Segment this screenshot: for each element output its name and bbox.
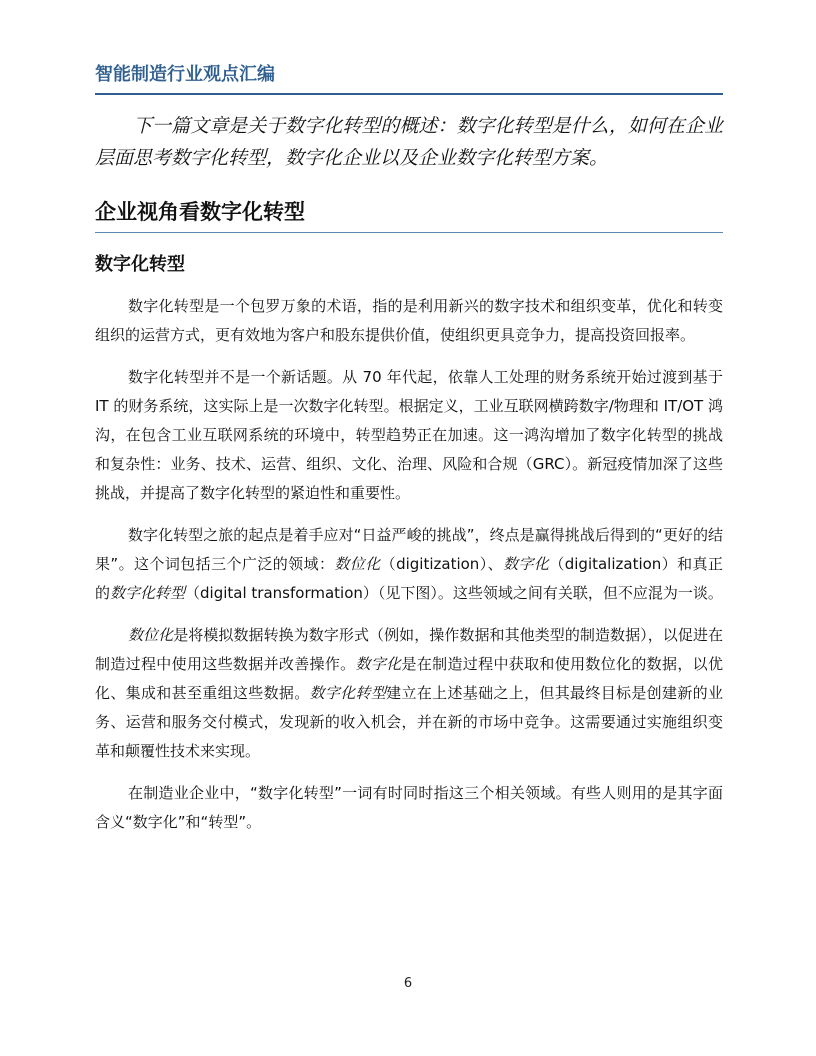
paragraph-5: 在制造业企业中，“数字化转型”一词有时同时指这三个相关领域。有些人则用的是其字面含义“数字化”和“转型”。 xyxy=(95,784,723,831)
paragraph-4-text: 是将模拟数据转换为数字形式（例如，操作数据和其他类型的制造数据），以促进在制造过程中使用这些数据并改善操作。 xyxy=(95,626,723,673)
paragraph-3 xyxy=(95,521,723,608)
paragraph-1: 数字化转型是一个包罗万象的术语，指的是利用新兴的数字技术和组织变革，优化和转变组织的运营方式，更有效地为客户和股东提供价值，使组织更具竞争力，提高投资回报率。 xyxy=(95,297,723,344)
term-digitization: 数位化 xyxy=(128,626,174,644)
term-digitalization: 数字化 xyxy=(355,655,402,673)
term-digital-transformation: 数字化转型 xyxy=(110,584,186,602)
paragraph-3-text: （digital transformation）（见下图）。这些领域之间有关联，但不应混为一谈。 xyxy=(185,584,723,602)
paragraph-4-text: 是在制造过程中获取和使用数位化的数据，以优化、集成和甚至重组这些数据。 xyxy=(95,655,723,702)
paragraph-2: 数字化转型并不是一个新话题。从 70 年代起，依靠人工处理的财务系统开始过渡到基于 IT 的财务系统，这实际上是一次数字化转型。根据定义，工业互联网横跨数字/物理和 IT/OT 鸿沟，在包含工业互联网系统的环境中，转型趋势正在加速。这一鸿沟增加了数字化转型的挑战和复杂性：业务、技术、运营、组织、文化、治理、风险和合规（GRC）。新冠疫情加深了这些挑战，并提高了数字化转型的紧迫性和重要性。 xyxy=(95,368,723,502)
term-digitization: 数位化 xyxy=(334,555,381,573)
paragraph-3-text: （digitalization）和真正的 xyxy=(95,555,723,602)
intro-paragraph: 下一篇文章是关于数字化转型的概述：数字化转型是什么，如何在企业层面思考数字化转型，数字化企业以及企业数字化转型方案。 xyxy=(95,115,723,169)
page-number: 6 xyxy=(403,976,413,991)
header-title: 智能制造行业观点汇编 xyxy=(95,64,275,85)
section-title: 企业视角看数字化转型 xyxy=(95,200,305,224)
paragraph-3-text: 数字化转型之旅的起点是着手应对“日益严峻的挑战”，终点是赢得挑战后得到的“更好的结果”。这个词包括三个广泛的领域： xyxy=(95,526,723,573)
term-digital-transformation: 数字化转型 xyxy=(309,684,387,702)
running-header xyxy=(95,62,723,95)
section-heading xyxy=(95,197,723,233)
paragraph-4-text: 建立在上述基础之上，但其最终目标是创建新的业务、运营和服务交付模式，发现新的收入机会，并在新的市场中竞争。这需要通过实施组织变革和颠覆性技术来实现。 xyxy=(95,684,723,760)
paragraph-4 xyxy=(95,621,723,766)
paragraph-3-text: （digitization）、 xyxy=(380,555,504,573)
term-digitalization: 数字化 xyxy=(503,555,550,573)
body-text xyxy=(95,292,723,850)
subsection-title: 数字化转型 xyxy=(95,254,185,275)
